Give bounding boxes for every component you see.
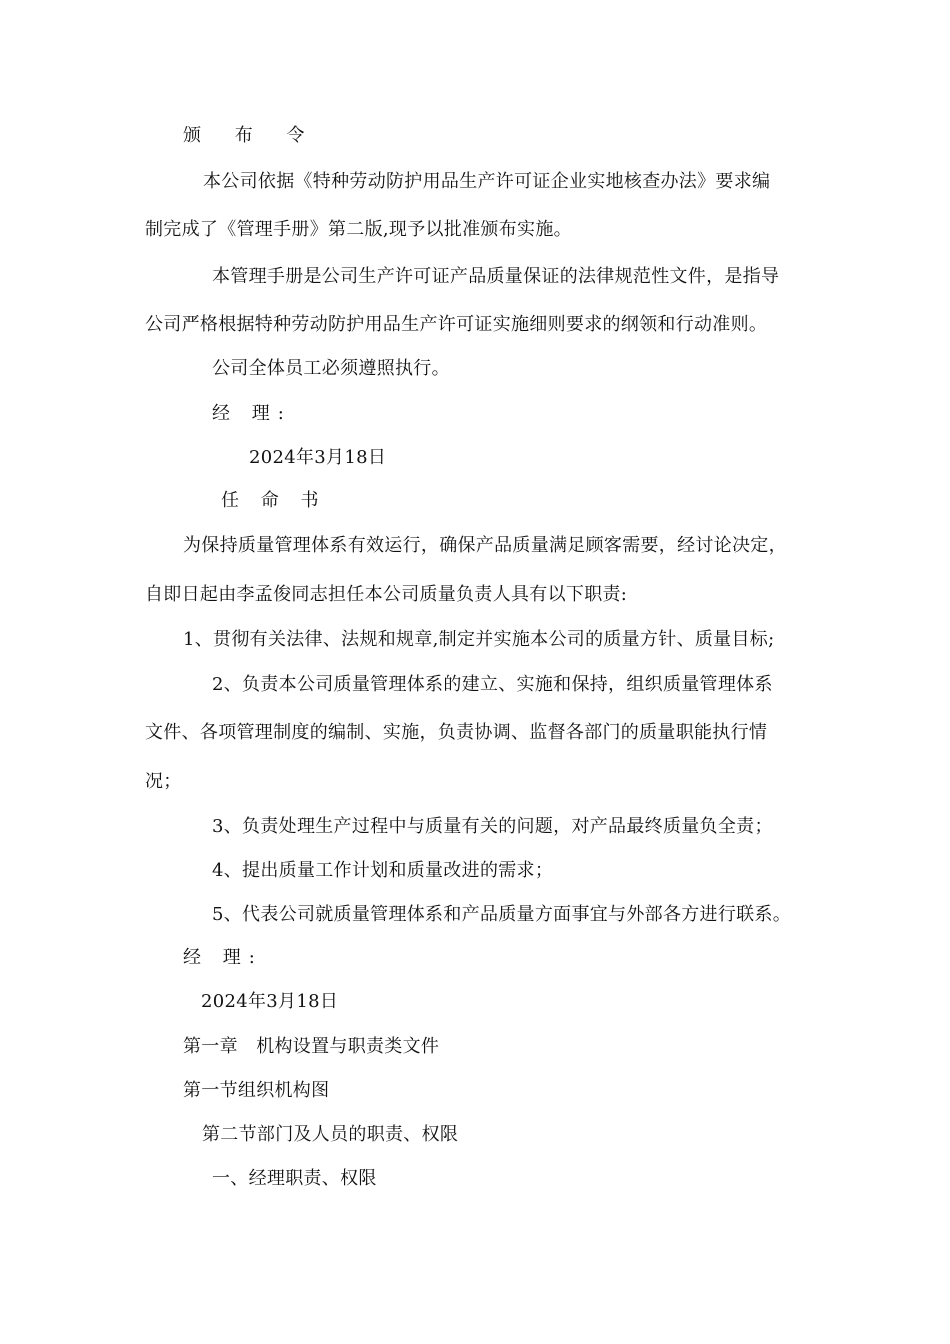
appointment-date: 2024年3月18日 (201, 991, 339, 1012)
decree-signer-label: 经 理: (212, 403, 292, 424)
decree-title: 颁 布 令 (183, 125, 319, 146)
decree-paragraph-2-line-1: 本管理手册是公司生产许可证产品质量保证的法律规范性文件，是指导 (212, 266, 780, 287)
appointment-duty-2-line-2: 文件、各项管理制度的编制、实施，负责协调、监督各部门的质量职能执行情 (145, 722, 768, 743)
decree-date: 2024年3月18日 (249, 447, 387, 468)
decree-paragraph-2-line-2: 公司严格根据特种劳动防护用品生产许可证实施细则要求的纲领和行动准则。 (145, 314, 768, 335)
decree-paragraph-3: 公司全体员工必须遵照执行。 (212, 358, 450, 379)
appointment-title: 任 命 书 (221, 490, 327, 511)
appointment-duty-2-line-3: 况； (145, 771, 182, 792)
appointment-duty-1: 1、贯彻有关法律、法规和规章,制定并实施本公司的质量方针、质量目标; (183, 629, 775, 650)
appointment-signer-label: 经 理: (183, 947, 263, 968)
appointment-intro-line-1: 为保持质量管理体系有效运行，确保产品质量满足顾客需要，经讨论决定， (183, 535, 787, 556)
chapter-title: 第一章 机构设置与职责类文件 (183, 1036, 440, 1057)
item-1-title: 一、经理职责、权限 (212, 1168, 377, 1189)
section-2-title: 第二节部门及人员的职责、权限 (202, 1124, 459, 1145)
appointment-duty-2-line-1: 2、负责本公司质量管理体系的建立、实施和保持，组织质量管理体系 (212, 674, 773, 695)
appointment-duty-3: 3、负责处理生产过程中与质量有关的问题，对产品最终质量负全责； (212, 816, 773, 837)
decree-paragraph-1-line-1: 本公司依据《特种劳动防护用品生产许可证企业实地核查办法》要求编 (203, 171, 771, 192)
appointment-duty-4: 4、提出质量工作计划和质量改进的需求； (212, 860, 554, 881)
appointment-intro-line-2: 自即日起由李孟俊同志担任本公司质量负责人具有以下职责: (145, 584, 628, 605)
decree-paragraph-1-line-2: 制完成了《管理手册》第二版,现予以批准颁布实施。 (145, 219, 572, 240)
section-1-title: 第一节组织机构图 (183, 1080, 330, 1101)
appointment-duty-5: 5、代表公司就质量管理体系和产品质量方面事宜与外部各方进行联系。 (212, 904, 792, 925)
